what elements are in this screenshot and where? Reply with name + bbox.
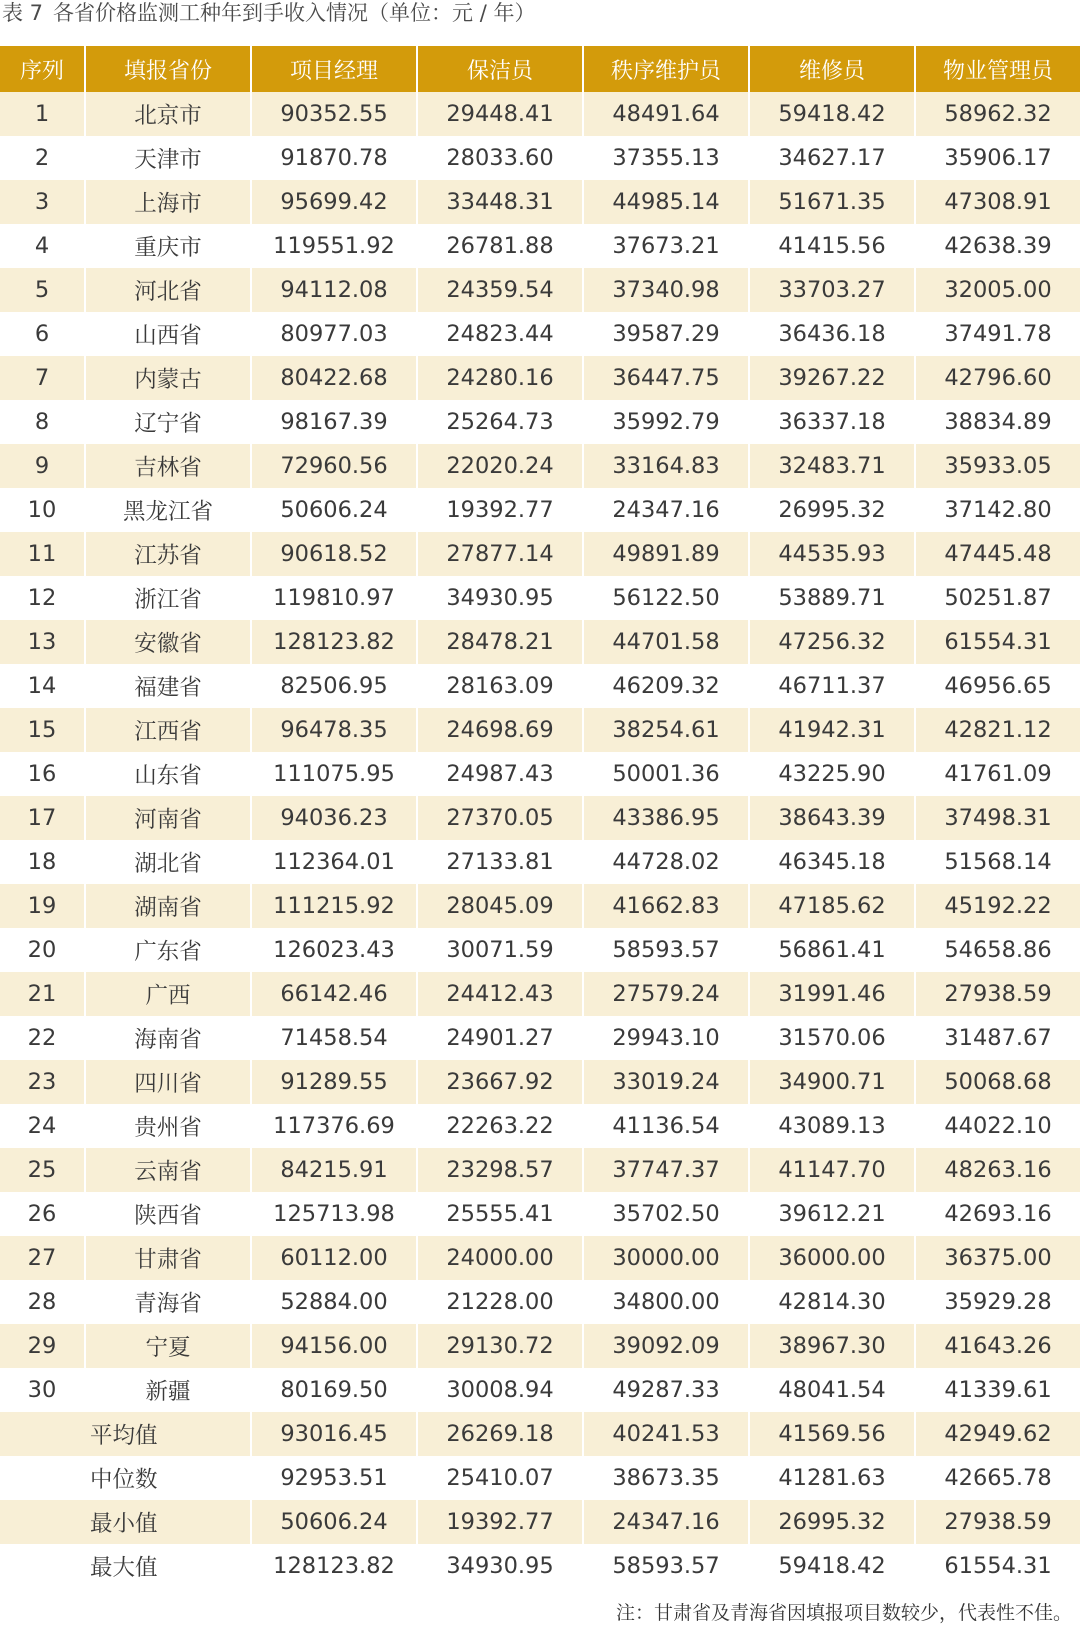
table-row [0, 796, 1080, 840]
cell-index: 17 [0, 796, 84, 840]
cell-security-guard: 44728.02 [584, 840, 748, 884]
cell-cleaner: 29130.72 [418, 1324, 582, 1368]
cell-security-guard: 33164.83 [584, 444, 748, 488]
cell-property-manager: 37491.78 [916, 312, 1080, 356]
cell-cleaner: 28163.09 [418, 664, 582, 708]
stat-property-manager: 42949.62 [916, 1412, 1080, 1456]
cell-province: 辽宁省 [86, 400, 250, 444]
table-row [0, 400, 1080, 444]
cell-maintenance: 53889.71 [750, 576, 914, 620]
cell-province: 新疆 [86, 1368, 250, 1412]
stat-maintenance: 59418.42 [750, 1544, 914, 1588]
stat-label: 最大值 [0, 1544, 250, 1588]
cell-province: 河北省 [86, 268, 250, 312]
cell-cleaner: 24698.69 [418, 708, 582, 752]
cell-maintenance: 51671.35 [750, 180, 914, 224]
cell-maintenance: 38643.39 [750, 796, 914, 840]
table-row [0, 92, 1080, 136]
stat-property-manager: 27938.59 [916, 1500, 1080, 1544]
cell-project-manager: 84215.91 [252, 1148, 416, 1192]
cell-maintenance: 32483.71 [750, 444, 914, 488]
cell-security-guard: 58593.57 [584, 928, 748, 972]
cell-maintenance: 26995.32 [750, 488, 914, 532]
header-security-guard: 秩序维护员 [584, 46, 748, 92]
table-row [0, 884, 1080, 928]
table-number: 表 7 [2, 1, 44, 25]
cell-cleaner: 23298.57 [418, 1148, 582, 1192]
cell-project-manager: 80169.50 [252, 1368, 416, 1412]
cell-property-manager: 42638.39 [916, 224, 1080, 268]
cell-cleaner: 19392.77 [418, 488, 582, 532]
cell-maintenance: 34627.17 [750, 136, 914, 180]
stat-project-manager: 93016.45 [252, 1412, 416, 1456]
table-row [0, 136, 1080, 180]
cell-property-manager: 31487.67 [916, 1016, 1080, 1060]
cell-index: 28 [0, 1280, 84, 1324]
cell-province: 黑龙江省 [86, 488, 250, 532]
cell-property-manager: 38834.89 [916, 400, 1080, 444]
cell-property-manager: 48263.16 [916, 1148, 1080, 1192]
cell-project-manager: 117376.69 [252, 1104, 416, 1148]
table-row [0, 664, 1080, 708]
cell-property-manager: 58962.32 [916, 92, 1080, 136]
cell-security-guard: 46209.32 [584, 664, 748, 708]
cell-security-guard: 41662.83 [584, 884, 748, 928]
cell-province: 江苏省 [86, 532, 250, 576]
cell-cleaner: 22263.22 [418, 1104, 582, 1148]
cell-security-guard: 39092.09 [584, 1324, 748, 1368]
table-row [0, 1324, 1080, 1368]
cell-index: 26 [0, 1192, 84, 1236]
cell-property-manager: 47308.91 [916, 180, 1080, 224]
cell-province: 宁夏 [86, 1324, 250, 1368]
table-row [0, 224, 1080, 268]
table-header-row [0, 46, 1080, 92]
table-row [0, 576, 1080, 620]
cell-maintenance: 56861.41 [750, 928, 914, 972]
cell-project-manager: 94036.23 [252, 796, 416, 840]
table-row [0, 1280, 1080, 1324]
cell-maintenance: 41942.31 [750, 708, 914, 752]
cell-province: 四川省 [86, 1060, 250, 1104]
cell-security-guard: 27579.24 [584, 972, 748, 1016]
cell-security-guard: 36447.75 [584, 356, 748, 400]
cell-project-manager: 90352.55 [252, 92, 416, 136]
cell-province: 甘肃省 [86, 1236, 250, 1280]
cell-security-guard: 35702.50 [584, 1192, 748, 1236]
table-row [0, 840, 1080, 884]
cell-cleaner: 27370.05 [418, 796, 582, 840]
cell-property-manager: 61554.31 [916, 620, 1080, 664]
cell-province: 上海市 [86, 180, 250, 224]
table-row [0, 1016, 1080, 1060]
table-row [0, 1148, 1080, 1192]
cell-security-guard: 33019.24 [584, 1060, 748, 1104]
cell-province: 青海省 [86, 1280, 250, 1324]
cell-project-manager: 96478.35 [252, 708, 416, 752]
cell-province: 福建省 [86, 664, 250, 708]
cell-province: 天津市 [86, 136, 250, 180]
table-row [0, 620, 1080, 664]
cell-index: 2 [0, 136, 84, 180]
cell-province: 山西省 [86, 312, 250, 356]
cell-maintenance: 47256.32 [750, 620, 914, 664]
stat-project-manager: 50606.24 [252, 1500, 416, 1544]
cell-property-manager: 35906.17 [916, 136, 1080, 180]
cell-province: 湖北省 [86, 840, 250, 884]
cell-cleaner: 24000.00 [418, 1236, 582, 1280]
cell-security-guard: 37673.21 [584, 224, 748, 268]
table-row [0, 312, 1080, 356]
cell-property-manager: 41339.61 [916, 1368, 1080, 1412]
cell-project-manager: 66142.46 [252, 972, 416, 1016]
cell-province: 广西 [86, 972, 250, 1016]
cell-index: 22 [0, 1016, 84, 1060]
cell-cleaner: 24359.54 [418, 268, 582, 312]
cell-property-manager: 46956.65 [916, 664, 1080, 708]
cell-property-manager: 51568.14 [916, 840, 1080, 884]
cell-cleaner: 24412.43 [418, 972, 582, 1016]
cell-property-manager: 47445.48 [916, 532, 1080, 576]
cell-index: 7 [0, 356, 84, 400]
header-maintenance: 维修员 [750, 46, 914, 92]
cell-index: 19 [0, 884, 84, 928]
stat-maintenance: 41569.56 [750, 1412, 914, 1456]
stat-cleaner: 25410.07 [418, 1456, 582, 1500]
cell-security-guard: 29943.10 [584, 1016, 748, 1060]
cell-cleaner: 33448.31 [418, 180, 582, 224]
cell-project-manager: 71458.54 [252, 1016, 416, 1060]
cell-property-manager: 36375.00 [916, 1236, 1080, 1280]
table-row [0, 180, 1080, 224]
stat-security-guard: 40241.53 [584, 1412, 748, 1456]
cell-project-manager: 112364.01 [252, 840, 416, 884]
cell-index: 6 [0, 312, 84, 356]
cell-security-guard: 44985.14 [584, 180, 748, 224]
cell-maintenance: 39612.21 [750, 1192, 914, 1236]
cell-security-guard: 34800.00 [584, 1280, 748, 1324]
cell-maintenance: 59418.42 [750, 92, 914, 136]
cell-maintenance: 48041.54 [750, 1368, 914, 1412]
stat-label: 最小值 [0, 1500, 250, 1544]
cell-index: 16 [0, 752, 84, 796]
cell-cleaner: 28478.21 [418, 620, 582, 664]
cell-index: 14 [0, 664, 84, 708]
cell-cleaner: 34930.95 [418, 576, 582, 620]
cell-maintenance: 41147.70 [750, 1148, 914, 1192]
cell-index: 27 [0, 1236, 84, 1280]
cell-security-guard: 37747.37 [584, 1148, 748, 1192]
cell-maintenance: 38967.30 [750, 1324, 914, 1368]
table-row [0, 268, 1080, 312]
header-cleaner: 保洁员 [418, 46, 582, 92]
cell-project-manager: 60112.00 [252, 1236, 416, 1280]
header-index: 序列 [0, 46, 84, 92]
cell-maintenance: 31991.46 [750, 972, 914, 1016]
cell-index: 21 [0, 972, 84, 1016]
cell-index: 29 [0, 1324, 84, 1368]
table-row [0, 1368, 1080, 1412]
cell-property-manager: 35929.28 [916, 1280, 1080, 1324]
cell-project-manager: 82506.95 [252, 664, 416, 708]
stat-project-manager: 92953.51 [252, 1456, 416, 1500]
cell-property-manager: 37142.80 [916, 488, 1080, 532]
cell-cleaner: 30071.59 [418, 928, 582, 972]
cell-province: 北京市 [86, 92, 250, 136]
summary-row [0, 1412, 1080, 1456]
cell-index: 12 [0, 576, 84, 620]
cell-province: 海南省 [86, 1016, 250, 1060]
table-row [0, 444, 1080, 488]
cell-project-manager: 125713.98 [252, 1192, 416, 1236]
cell-property-manager: 50251.87 [916, 576, 1080, 620]
table-row [0, 1192, 1080, 1236]
table-row [0, 1104, 1080, 1148]
cell-maintenance: 41415.56 [750, 224, 914, 268]
cell-maintenance: 44535.93 [750, 532, 914, 576]
cell-cleaner: 26781.88 [418, 224, 582, 268]
cell-property-manager: 35933.05 [916, 444, 1080, 488]
cell-security-guard: 39587.29 [584, 312, 748, 356]
cell-property-manager: 27938.59 [916, 972, 1080, 1016]
cell-security-guard: 37355.13 [584, 136, 748, 180]
cell-project-manager: 91870.78 [252, 136, 416, 180]
cell-property-manager: 37498.31 [916, 796, 1080, 840]
cell-province: 陕西省 [86, 1192, 250, 1236]
cell-security-guard: 43386.95 [584, 796, 748, 840]
table-row [0, 1236, 1080, 1280]
cell-index: 5 [0, 268, 84, 312]
cell-maintenance: 33703.27 [750, 268, 914, 312]
table-row [0, 972, 1080, 1016]
table-title [2, 0, 535, 30]
cell-province: 河南省 [86, 796, 250, 840]
stat-security-guard: 38673.35 [584, 1456, 748, 1500]
cell-province: 重庆市 [86, 224, 250, 268]
stat-maintenance: 41281.63 [750, 1456, 914, 1500]
cell-cleaner: 25555.41 [418, 1192, 582, 1236]
table-row [0, 488, 1080, 532]
cell-project-manager: 80977.03 [252, 312, 416, 356]
cell-project-manager: 72960.56 [252, 444, 416, 488]
cell-province: 安徽省 [86, 620, 250, 664]
stat-label: 平均值 [0, 1412, 250, 1456]
cell-property-manager: 42796.60 [916, 356, 1080, 400]
header-property-manager: 物业管理员 [916, 46, 1080, 92]
cell-province: 浙江省 [86, 576, 250, 620]
cell-province: 广东省 [86, 928, 250, 972]
cell-security-guard: 49287.33 [584, 1368, 748, 1412]
stat-maintenance: 26995.32 [750, 1500, 914, 1544]
cell-property-manager: 41761.09 [916, 752, 1080, 796]
cell-maintenance: 42814.30 [750, 1280, 914, 1324]
income-table [0, 46, 1080, 1588]
cell-cleaner: 22020.24 [418, 444, 582, 488]
cell-cleaner: 25264.73 [418, 400, 582, 444]
stat-cleaner: 19392.77 [418, 1500, 582, 1544]
cell-project-manager: 50606.24 [252, 488, 416, 532]
cell-province: 江西省 [86, 708, 250, 752]
cell-maintenance: 47185.62 [750, 884, 914, 928]
stat-cleaner: 34930.95 [418, 1544, 582, 1588]
stat-property-manager: 42665.78 [916, 1456, 1080, 1500]
cell-project-manager: 94112.08 [252, 268, 416, 312]
table-title-text: 各省价格监测工种年到手收入情况（单位：元 / 年） [53, 1, 536, 25]
cell-project-manager: 128123.82 [252, 620, 416, 664]
cell-project-manager: 94156.00 [252, 1324, 416, 1368]
summary-row [0, 1500, 1080, 1544]
cell-security-guard: 30000.00 [584, 1236, 748, 1280]
cell-project-manager: 111215.92 [252, 884, 416, 928]
stat-cleaner: 26269.18 [418, 1412, 582, 1456]
cell-maintenance: 46345.18 [750, 840, 914, 884]
cell-project-manager: 98167.39 [252, 400, 416, 444]
cell-cleaner: 27133.81 [418, 840, 582, 884]
cell-security-guard: 48491.64 [584, 92, 748, 136]
cell-province: 云南省 [86, 1148, 250, 1192]
cell-security-guard: 50001.36 [584, 752, 748, 796]
cell-project-manager: 111075.95 [252, 752, 416, 796]
stat-project-manager: 128123.82 [252, 1544, 416, 1588]
cell-security-guard: 56122.50 [584, 576, 748, 620]
summary-row [0, 1456, 1080, 1500]
table-row [0, 532, 1080, 576]
cell-province: 内蒙古 [86, 356, 250, 400]
cell-index: 4 [0, 224, 84, 268]
cell-index: 9 [0, 444, 84, 488]
cell-property-manager: 32005.00 [916, 268, 1080, 312]
table-row [0, 1060, 1080, 1104]
cell-cleaner: 29448.41 [418, 92, 582, 136]
cell-maintenance: 46711.37 [750, 664, 914, 708]
cell-maintenance: 31570.06 [750, 1016, 914, 1060]
stat-security-guard: 58593.57 [584, 1544, 748, 1588]
cell-index: 23 [0, 1060, 84, 1104]
cell-index: 13 [0, 620, 84, 664]
stat-security-guard: 24347.16 [584, 1500, 748, 1544]
cell-maintenance: 39267.22 [750, 356, 914, 400]
cell-property-manager: 42821.12 [916, 708, 1080, 752]
cell-index: 1 [0, 92, 84, 136]
cell-project-manager: 52884.00 [252, 1280, 416, 1324]
stat-label: 中位数 [0, 1456, 250, 1500]
cell-security-guard: 41136.54 [584, 1104, 748, 1148]
cell-project-manager: 126023.43 [252, 928, 416, 972]
cell-maintenance: 36000.00 [750, 1236, 914, 1280]
cell-property-manager: 50068.68 [916, 1060, 1080, 1104]
summary-row [0, 1544, 1080, 1588]
cell-project-manager: 90618.52 [252, 532, 416, 576]
cell-property-manager: 45192.22 [916, 884, 1080, 928]
cell-index: 30 [0, 1368, 84, 1412]
cell-maintenance: 43089.13 [750, 1104, 914, 1148]
cell-index: 18 [0, 840, 84, 884]
cell-province: 湖南省 [86, 884, 250, 928]
cell-security-guard: 37340.98 [584, 268, 748, 312]
cell-project-manager: 95699.42 [252, 180, 416, 224]
cell-security-guard: 44701.58 [584, 620, 748, 664]
cell-security-guard: 38254.61 [584, 708, 748, 752]
cell-project-manager: 119810.97 [252, 576, 416, 620]
cell-cleaner: 28033.60 [418, 136, 582, 180]
cell-project-manager: 80422.68 [252, 356, 416, 400]
cell-property-manager: 42693.16 [916, 1192, 1080, 1236]
cell-security-guard: 24347.16 [584, 488, 748, 532]
cell-index: 3 [0, 180, 84, 224]
cell-index: 11 [0, 532, 84, 576]
cell-index: 10 [0, 488, 84, 532]
cell-cleaner: 30008.94 [418, 1368, 582, 1412]
cell-index: 20 [0, 928, 84, 972]
cell-cleaner: 24901.27 [418, 1016, 582, 1060]
cell-project-manager: 119551.92 [252, 224, 416, 268]
cell-maintenance: 36436.18 [750, 312, 914, 356]
cell-cleaner: 24823.44 [418, 312, 582, 356]
cell-maintenance: 36337.18 [750, 400, 914, 444]
cell-property-manager: 41643.26 [916, 1324, 1080, 1368]
cell-cleaner: 21228.00 [418, 1280, 582, 1324]
header-project-manager: 项目经理 [252, 46, 416, 92]
cell-index: 24 [0, 1104, 84, 1148]
cell-cleaner: 27877.14 [418, 532, 582, 576]
cell-project-manager: 91289.55 [252, 1060, 416, 1104]
cell-province: 吉林省 [86, 444, 250, 488]
cell-security-guard: 35992.79 [584, 400, 748, 444]
table-row [0, 928, 1080, 972]
cell-index: 15 [0, 708, 84, 752]
stat-property-manager: 61554.31 [916, 1544, 1080, 1588]
cell-maintenance: 34900.71 [750, 1060, 914, 1104]
table-row [0, 752, 1080, 796]
cell-province: 山东省 [86, 752, 250, 796]
cell-security-guard: 49891.89 [584, 532, 748, 576]
table-body [0, 92, 1080, 1588]
cell-cleaner: 23667.92 [418, 1060, 582, 1104]
cell-index: 25 [0, 1148, 84, 1192]
cell-property-manager: 54658.86 [916, 928, 1080, 972]
cell-maintenance: 43225.90 [750, 752, 914, 796]
cell-cleaner: 24280.16 [418, 356, 582, 400]
footnote: 注：甘肃省及青海省因填报项目数较少，代表性不佳。 [615, 1602, 1072, 1624]
cell-cleaner: 28045.09 [418, 884, 582, 928]
cell-property-manager: 44022.10 [916, 1104, 1080, 1148]
table-row [0, 356, 1080, 400]
table-row [0, 708, 1080, 752]
cell-cleaner: 24987.43 [418, 752, 582, 796]
cell-province: 贵州省 [86, 1104, 250, 1148]
cell-index: 8 [0, 400, 84, 444]
header-province: 填报省份 [86, 46, 250, 92]
